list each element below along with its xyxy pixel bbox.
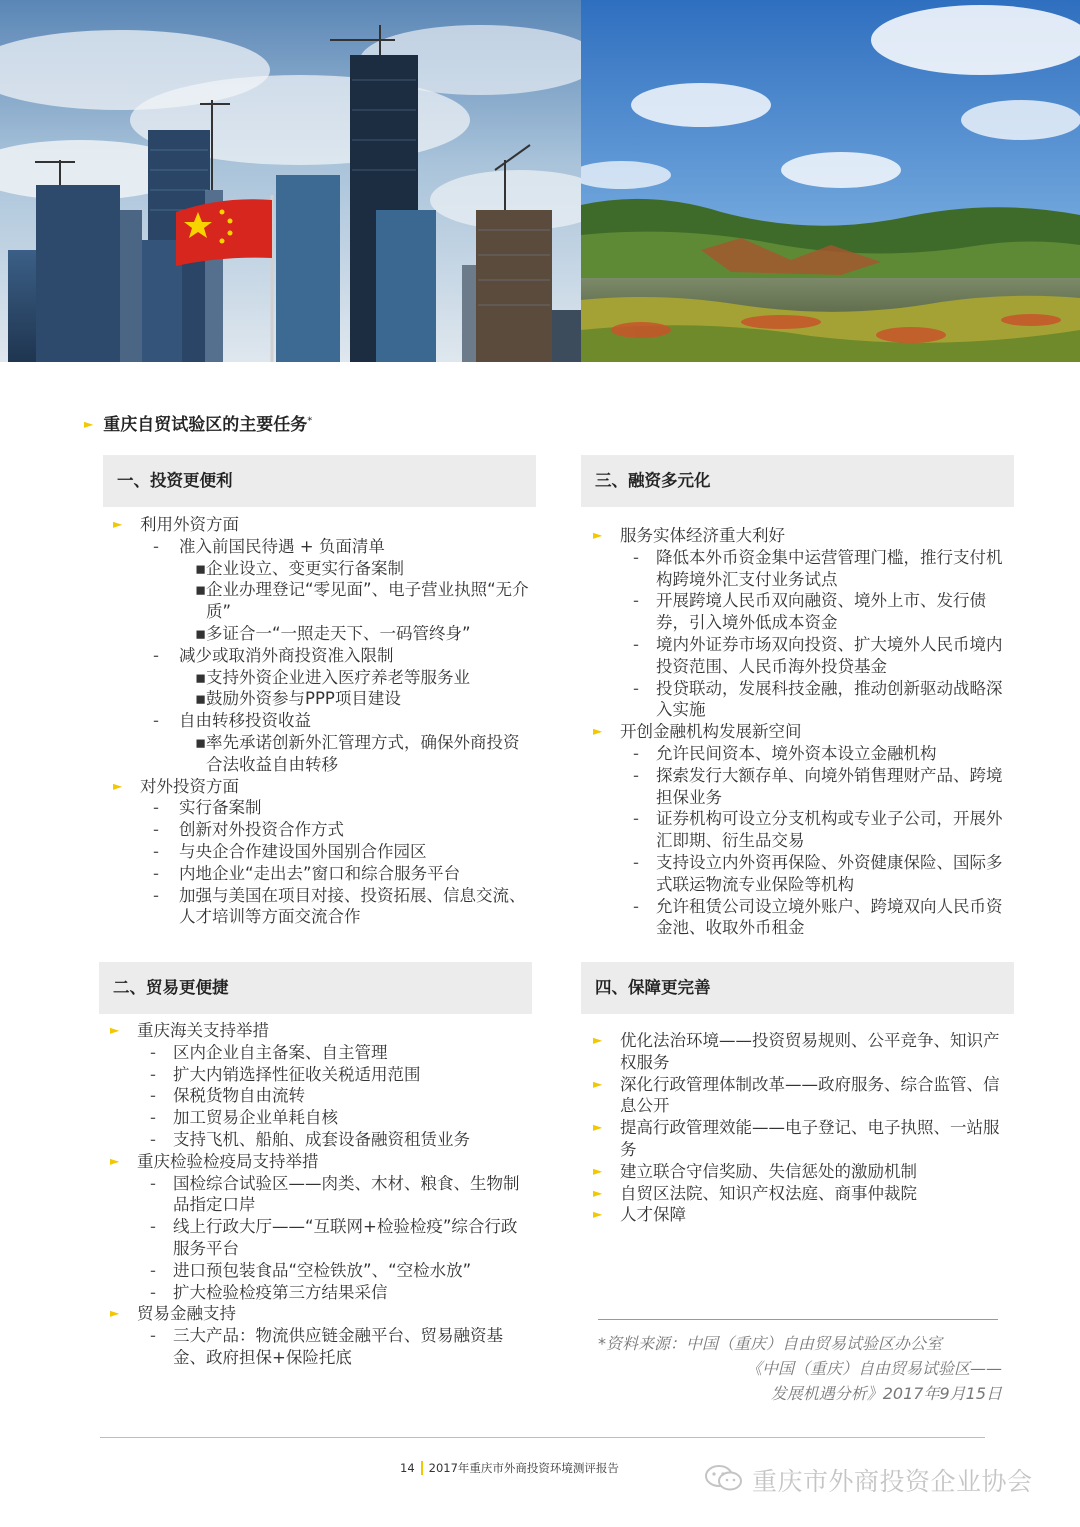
list-item <box>593 808 1011 852</box>
bullet-arrow-icon: ► <box>593 1120 603 1135</box>
list-item-text: 允许民间资本、境外资本设立金融机构 <box>656 743 937 763</box>
list-item <box>593 1030 1011 1074</box>
list-item <box>113 688 533 710</box>
footer-divider <box>100 1437 985 1438</box>
hero-photos <box>0 0 1080 362</box>
dash-marker: - <box>150 1282 156 1302</box>
list-item-text: 国检综合试验区——肉类、木材、粮食、生物制品指定口岸 <box>173 1173 520 1215</box>
square-bullet-icon: ▪ <box>195 667 207 687</box>
list-item <box>110 1151 532 1173</box>
list-item <box>593 547 1011 591</box>
list-item-text: 减少或取消外商投资准入限制 <box>179 645 394 665</box>
bullet-arrow-icon: ► <box>593 1076 603 1091</box>
list-item <box>113 579 533 623</box>
dash-marker: - <box>153 645 159 665</box>
bullet-arrow-icon: ► <box>110 1023 120 1037</box>
list-item <box>593 525 1011 547</box>
list-item-text: 三大产品：物流供应链金融平台、贸易融资基金、政府担保+保险托底 <box>173 1326 503 1367</box>
dash-marker: - <box>153 820 159 840</box>
list-item-text: 线上行政大厅——“互联网+检验检疫”综合行政服务平台 <box>173 1217 518 1258</box>
list-item-text: 内地企业“走出去”窗口和综合服务平台 <box>179 863 461 883</box>
square-bullet-icon: ▪ <box>195 558 207 578</box>
list-item-text: 进口预包装食品“空检铁放”、“空检水放” <box>173 1260 472 1280</box>
dash-marker: - <box>633 678 639 698</box>
dash-marker: - <box>633 634 639 654</box>
dash-marker: - <box>150 1326 156 1346</box>
list-item-text: 扩大内销选择性征收关税适用范围 <box>173 1064 421 1084</box>
bullet-arrow-icon: ► <box>593 1207 603 1222</box>
list-item <box>110 1216 532 1260</box>
bullet-arrow-icon: ► <box>110 1153 120 1168</box>
dash-marker: - <box>153 536 159 556</box>
bullet-arrow-icon: ► <box>593 724 603 739</box>
source-line-1: *资料来源：中国（重庆）自由贸易试验区办公室 <box>598 1334 943 1353</box>
list-item <box>593 1204 1011 1226</box>
list-item-text: 准入前国民待遇 + 负面清单 <box>179 536 385 556</box>
box-guarantee-list <box>593 1030 1011 1226</box>
list-item <box>113 885 533 929</box>
dash-marker: - <box>633 809 639 829</box>
list-item <box>113 514 533 536</box>
box-financing-title: 三、融资多元化 <box>595 471 711 490</box>
dash-marker: - <box>150 1108 156 1128</box>
box-trade-title: 二、贸易更便捷 <box>113 978 229 997</box>
dash-marker: - <box>150 1129 156 1149</box>
list-item <box>113 645 533 667</box>
list-item <box>110 1173 532 1217</box>
dash-marker: - <box>150 1173 156 1193</box>
lake-landscape-photo <box>581 0 1080 362</box>
box-guarantee-title: 四、保障更完善 <box>595 978 711 997</box>
bullet-arrow-icon: ► <box>593 528 603 542</box>
list-item <box>113 841 533 863</box>
list-item-text: 证券机构可设立分支机构或专业子公司，开展外汇即期、衍生品交易 <box>656 809 1003 851</box>
report-title: 2017年重庆市外商投资环境测评报告 <box>428 1461 619 1475</box>
list-item <box>593 743 1011 765</box>
list-item-text: 投贷联动，发展科技金融，推动创新驱动战略深入实施 <box>656 678 1003 720</box>
list-item-text: 率先承诺创新外汇管理方式，确保外商投资合法收益自由转移 <box>206 732 520 774</box>
dash-marker: - <box>153 885 159 905</box>
box-guarantee-header <box>581 962 1014 1014</box>
box-trade-list <box>110 1020 532 1369</box>
list-item <box>113 732 533 776</box>
list-item <box>113 776 533 798</box>
box-trade-header <box>99 962 532 1014</box>
section-title: 重庆自贸试验区的主要任务 <box>103 415 308 435</box>
list-item-text: 降低本外币资金集中运营管理门槛，推行支付机构跨境外汇支付业务试点 <box>656 547 1003 589</box>
list-item <box>593 896 1011 940</box>
list-item-text: 扩大检验检疫第三方结果采信 <box>173 1282 388 1302</box>
bullet-arrow-icon: ► <box>110 1306 120 1321</box>
list-item <box>110 1107 532 1129</box>
list-item <box>110 1303 532 1325</box>
list-item <box>113 819 533 841</box>
source-line-2: 《中国（重庆）自由贸易试验区—— <box>745 1359 1002 1378</box>
watermark <box>704 1462 1033 1498</box>
list-item-text: 自贸区法院、知识产权法庭、商事仲裁院 <box>620 1183 917 1203</box>
dash-marker: - <box>150 1042 156 1062</box>
wechat-icon <box>704 1464 744 1498</box>
list-item <box>593 721 1011 743</box>
box-financing-header <box>581 455 1014 507</box>
list-item-text: 重庆检验检疫局支持举措 <box>137 1151 319 1171</box>
square-bullet-icon: ▪ <box>195 623 207 643</box>
dash-marker: - <box>150 1260 156 1280</box>
list-item-text: 加强与美国在项目对接、投资拓展、信息交流、人才培训等方面交流合作 <box>179 885 526 927</box>
list-item-text: 境内外证券市场双向投资、扩大境外人民币境内投资范围、人民币海外投贷基金 <box>656 634 1003 676</box>
list-item <box>110 1064 532 1086</box>
source-line-3: 发展机遇分析》2017年9月15日 <box>770 1384 1002 1403</box>
square-bullet-icon: ▪ <box>195 732 207 752</box>
list-item <box>593 590 1011 634</box>
list-item-text: 探索发行大额存单、向境外销售理财产品、跨境担保业务 <box>656 765 1003 807</box>
list-item-text: 优化法治环境——投资贸易规则、公平竞争、知识产权服务 <box>620 1031 1000 1072</box>
source-divider <box>598 1319 998 1320</box>
footer <box>400 1460 619 1476</box>
list-item <box>593 1183 1011 1205</box>
footnote-mark: * <box>307 415 313 427</box>
list-item-text: 自由转移投资收益 <box>179 711 311 731</box>
dash-marker: - <box>633 591 639 611</box>
list-item-text: 允许租赁公司设立境外账户、跨境双向人民币资金池、收取外币租金 <box>656 896 1003 938</box>
list-item <box>110 1325 532 1369</box>
list-item-text: 支持外资企业进入医疗养老等服务业 <box>206 667 470 687</box>
box-investment-list <box>113 514 533 928</box>
section-heading <box>84 410 312 435</box>
dash-marker: - <box>633 896 639 916</box>
bullet-arrow-icon: ► <box>113 778 123 793</box>
list-item <box>593 765 1011 809</box>
bullet-arrow-icon: ► <box>84 417 94 431</box>
list-item <box>110 1129 532 1151</box>
list-item-text: 支持设立内外资再保险、外资健康保险、国际多式联运物流专业保险等机构 <box>656 852 1003 894</box>
list-item <box>110 1260 532 1282</box>
page-number: 14 <box>400 1461 415 1475</box>
bullet-arrow-icon: ► <box>593 1033 603 1047</box>
list-item <box>593 634 1011 678</box>
list-item <box>593 678 1011 722</box>
list-item <box>113 710 533 732</box>
box-investment-title: 一、投资更便利 <box>117 471 233 490</box>
list-item <box>110 1042 532 1064</box>
dash-marker: - <box>150 1086 156 1106</box>
list-item-text: 提高行政管理效能——电子登记、电子执照、一站服务 <box>620 1118 1000 1159</box>
bullet-arrow-icon: ► <box>593 1185 603 1200</box>
list-item-text: 区内企业自主备案、自主管理 <box>173 1042 388 1062</box>
list-item <box>593 1117 1011 1161</box>
dash-marker: - <box>153 798 159 818</box>
list-item-text: 创新对外投资合作方式 <box>179 820 344 840</box>
list-item-text: 重庆海关支持举措 <box>137 1021 269 1040</box>
list-item-text: 多证合一“一照走天下、一码管终身” <box>206 623 471 643</box>
list-item <box>113 558 533 580</box>
list-item-text: 对外投资方面 <box>140 776 239 796</box>
dash-marker: - <box>153 863 159 883</box>
box-investment-header <box>103 455 536 507</box>
list-item <box>113 667 533 689</box>
dash-marker: - <box>150 1064 156 1084</box>
city-skyline-photo <box>0 0 581 362</box>
footer-separator <box>421 1461 423 1475</box>
list-item-text: 建立联合守信奖励、失信惩处的激励机制 <box>620 1161 917 1181</box>
dash-marker: - <box>153 711 159 731</box>
dash-marker: - <box>150 1217 156 1237</box>
list-item <box>113 797 533 819</box>
list-item-text: 利用外资方面 <box>140 515 239 534</box>
list-item-text: 人才保障 <box>620 1205 686 1225</box>
list-item-text: 服务实体经济重大利好 <box>620 526 785 545</box>
list-item-text: 保税货物自由流转 <box>173 1086 305 1106</box>
square-bullet-icon: ▪ <box>195 689 207 709</box>
list-item-text: 加工贸易企业单耗自核 <box>173 1108 338 1128</box>
bullet-arrow-icon: ► <box>593 1163 603 1178</box>
dash-marker: - <box>153 841 159 861</box>
dash-marker: - <box>633 743 639 763</box>
list-item-text: 实行备案制 <box>179 798 262 818</box>
list-item-text: 鼓励外资参与PPP项目建设 <box>206 689 401 709</box>
dash-marker: - <box>633 852 639 872</box>
list-item-text: 贸易金融支持 <box>137 1304 236 1324</box>
list-item <box>593 852 1011 896</box>
list-item-text: 开展跨境人民币双向融资、境外上市、发行债券，引入境外低成本资金 <box>656 591 986 633</box>
list-item-text: 企业设立、变更实行备案制 <box>206 558 404 578</box>
list-item-text: 深化行政管理体制改革——政府服务、综合监管、信息公开 <box>620 1074 1000 1116</box>
dash-marker: - <box>633 547 639 567</box>
list-item <box>113 536 533 558</box>
list-item <box>110 1282 532 1304</box>
list-item <box>593 1161 1011 1183</box>
list-item <box>113 863 533 885</box>
list-item-text: 与央企合作建设国外国别合作园区 <box>179 841 427 861</box>
list-item-text: 开创金融机构发展新空间 <box>620 722 802 742</box>
list-item <box>110 1085 532 1107</box>
list-item <box>110 1020 532 1042</box>
watermark-text: 重庆市外商投资企业协会 <box>752 1467 1033 1496</box>
box-financing-list <box>593 525 1011 939</box>
list-item <box>113 623 533 645</box>
dash-marker: - <box>633 765 639 785</box>
list-item <box>593 1074 1011 1118</box>
list-item-text: 企业办理登记“零见面”、电子营业执照“无介质” <box>206 580 529 622</box>
bullet-arrow-icon: ► <box>113 517 123 531</box>
square-bullet-icon: ▪ <box>195 580 207 600</box>
source-note <box>598 1331 1002 1406</box>
list-item-text: 支持飞机、船舶、成套设备融资租赁业务 <box>173 1129 470 1149</box>
